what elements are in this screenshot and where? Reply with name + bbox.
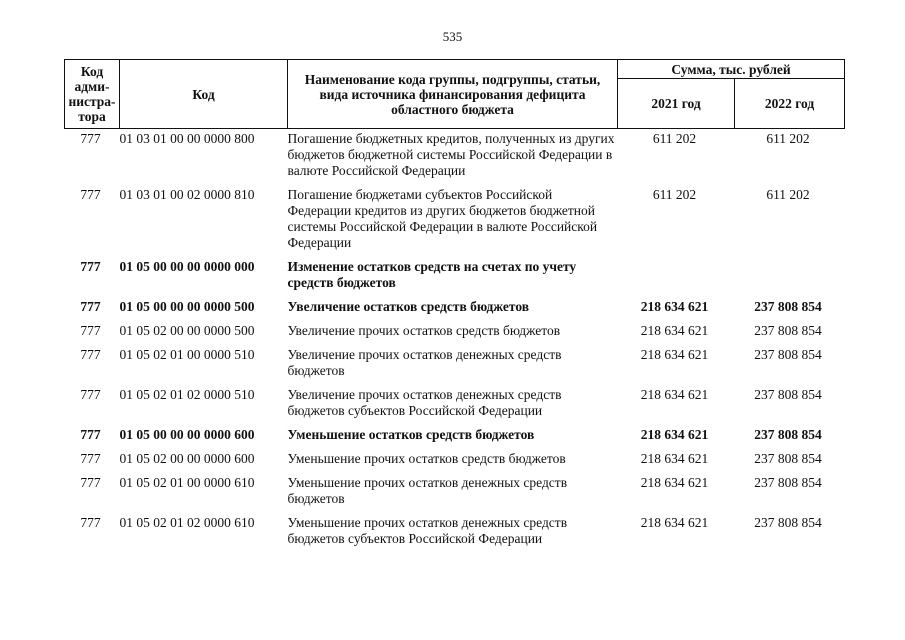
cell-code: 01 05 02 00 00 0000 500 [119, 323, 255, 338]
cell-sum-2021: 218 634 621 [640, 427, 709, 442]
table-row [65, 129, 845, 188]
cell-sum-2022: 237 808 854 [754, 387, 822, 402]
cell-admin-code: 777 [80, 299, 101, 314]
header-year-2022: 2022 год [735, 79, 845, 129]
table-row [65, 187, 845, 259]
cell-code: 01 05 00 00 00 0000 600 [119, 427, 255, 442]
cell-sum-2022: 237 808 854 [754, 323, 822, 338]
cell-sum-2022: 237 808 854 [754, 451, 822, 466]
table-row [65, 259, 845, 299]
cell-name: Увеличение остатков средств бюджетов [287, 299, 530, 314]
table-row [65, 475, 845, 515]
cell-code: 01 05 02 01 00 0000 510 [119, 347, 255, 362]
cell-sum-2021: 611 202 [652, 187, 697, 202]
cell-admin-code: 777 [80, 187, 101, 202]
cell-admin-code: 777 [80, 131, 101, 146]
header-admin-code: Код адми- нистра- тора [65, 60, 120, 129]
cell-name: Погашение бюджетами субъектов Российской Федерации кредитов из других бюджетов бюджетной системы Российской Федерации в валюте Российской Федерации [287, 187, 598, 250]
cell-code: 01 05 00 00 00 0000 000 [119, 259, 255, 274]
cell-code: 01 05 02 01 00 0000 610 [119, 475, 255, 490]
cell-sum-2022: 237 808 854 [754, 299, 822, 314]
cell-code: 01 05 00 00 00 0000 500 [119, 299, 255, 314]
table-header [65, 60, 845, 129]
cell-sum-2022: 237 808 854 [754, 427, 822, 442]
cell-name: Увеличение прочих остатков денежных средств бюджетов [287, 347, 562, 378]
cell-name: Погашение бюджетных кредитов, полученных из других бюджетов бюджетной системы Российской Федерации в валюте Российской Федерации [287, 131, 615, 178]
header-year-2021: 2021 год [618, 79, 735, 129]
page-number: 535 [442, 29, 463, 44]
cell-sum-2022: 611 202 [766, 131, 810, 146]
cell-sum-2021: 218 634 621 [640, 347, 709, 362]
cell-name: Уменьшение остатков средств бюджетов [287, 427, 535, 442]
cell-admin-code: 777 [80, 323, 101, 338]
cell-sum-2022: 237 808 854 [754, 475, 822, 490]
table-row [65, 387, 845, 427]
cell-code: 01 03 01 00 00 0000 800 [119, 131, 255, 146]
budget-sources-table [64, 59, 845, 555]
cell-admin-code: 777 [80, 347, 101, 362]
table-row [65, 299, 845, 323]
cell-sum-2021: 218 634 621 [640, 451, 709, 466]
header-code: Код [120, 60, 288, 129]
cell-name: Увеличение прочих остатков денежных средств бюджетов субъектов Российской Федерации [287, 387, 562, 418]
header-sum: Сумма, тыс. рублей [618, 60, 845, 79]
cell-name: Увеличение прочих остатков средств бюджетов [287, 323, 561, 338]
cell-sum-2022: 237 808 854 [754, 515, 822, 530]
cell-name: Уменьшение прочих остатков денежных средств бюджетов субъектов Российской Федерации [287, 515, 568, 546]
cell-sum-2021: 611 202 [652, 131, 697, 146]
table-body [65, 129, 845, 556]
table-row [65, 451, 845, 475]
header-name: Наименование кода группы, подгруппы, статьи, вида источника финансирования дефицита областного бюджета [288, 60, 618, 129]
cell-sum-2021: 218 634 621 [640, 387, 709, 402]
cell-sum-2021: 218 634 621 [640, 299, 709, 314]
cell-sum-2022: 237 808 854 [754, 347, 822, 362]
cell-sum-2021: 218 634 621 [640, 323, 709, 338]
cell-name: Уменьшение прочих остатков средств бюджетов [287, 451, 566, 466]
cell-admin-code: 777 [80, 427, 101, 442]
cell-name: Изменение остатков средств на счетах по учету средств бюджетов [287, 259, 577, 290]
cell-code: 01 03 01 00 02 0000 810 [119, 187, 255, 202]
cell-sum-2021: 218 634 621 [640, 475, 709, 490]
cell-admin-code: 777 [80, 515, 101, 530]
cell-code: 01 05 02 01 02 0000 510 [119, 387, 255, 402]
table-row [65, 515, 845, 555]
cell-sum-2021: 218 634 621 [640, 515, 709, 530]
cell-name: Уменьшение прочих остатков денежных средств бюджетов [287, 475, 568, 506]
cell-admin-code: 777 [80, 259, 101, 274]
cell-sum-2021 [618, 259, 735, 299]
table-row [65, 323, 845, 347]
cell-code: 01 05 02 00 00 0000 600 [119, 451, 255, 466]
table-row [65, 347, 845, 387]
cell-sum-2022 [735, 259, 845, 299]
table-row [65, 427, 845, 451]
cell-admin-code: 777 [80, 387, 101, 402]
cell-code: 01 05 02 01 02 0000 610 [119, 515, 255, 530]
cell-admin-code: 777 [80, 475, 101, 490]
cell-admin-code: 777 [80, 451, 101, 466]
cell-sum-2022: 611 202 [766, 187, 810, 202]
